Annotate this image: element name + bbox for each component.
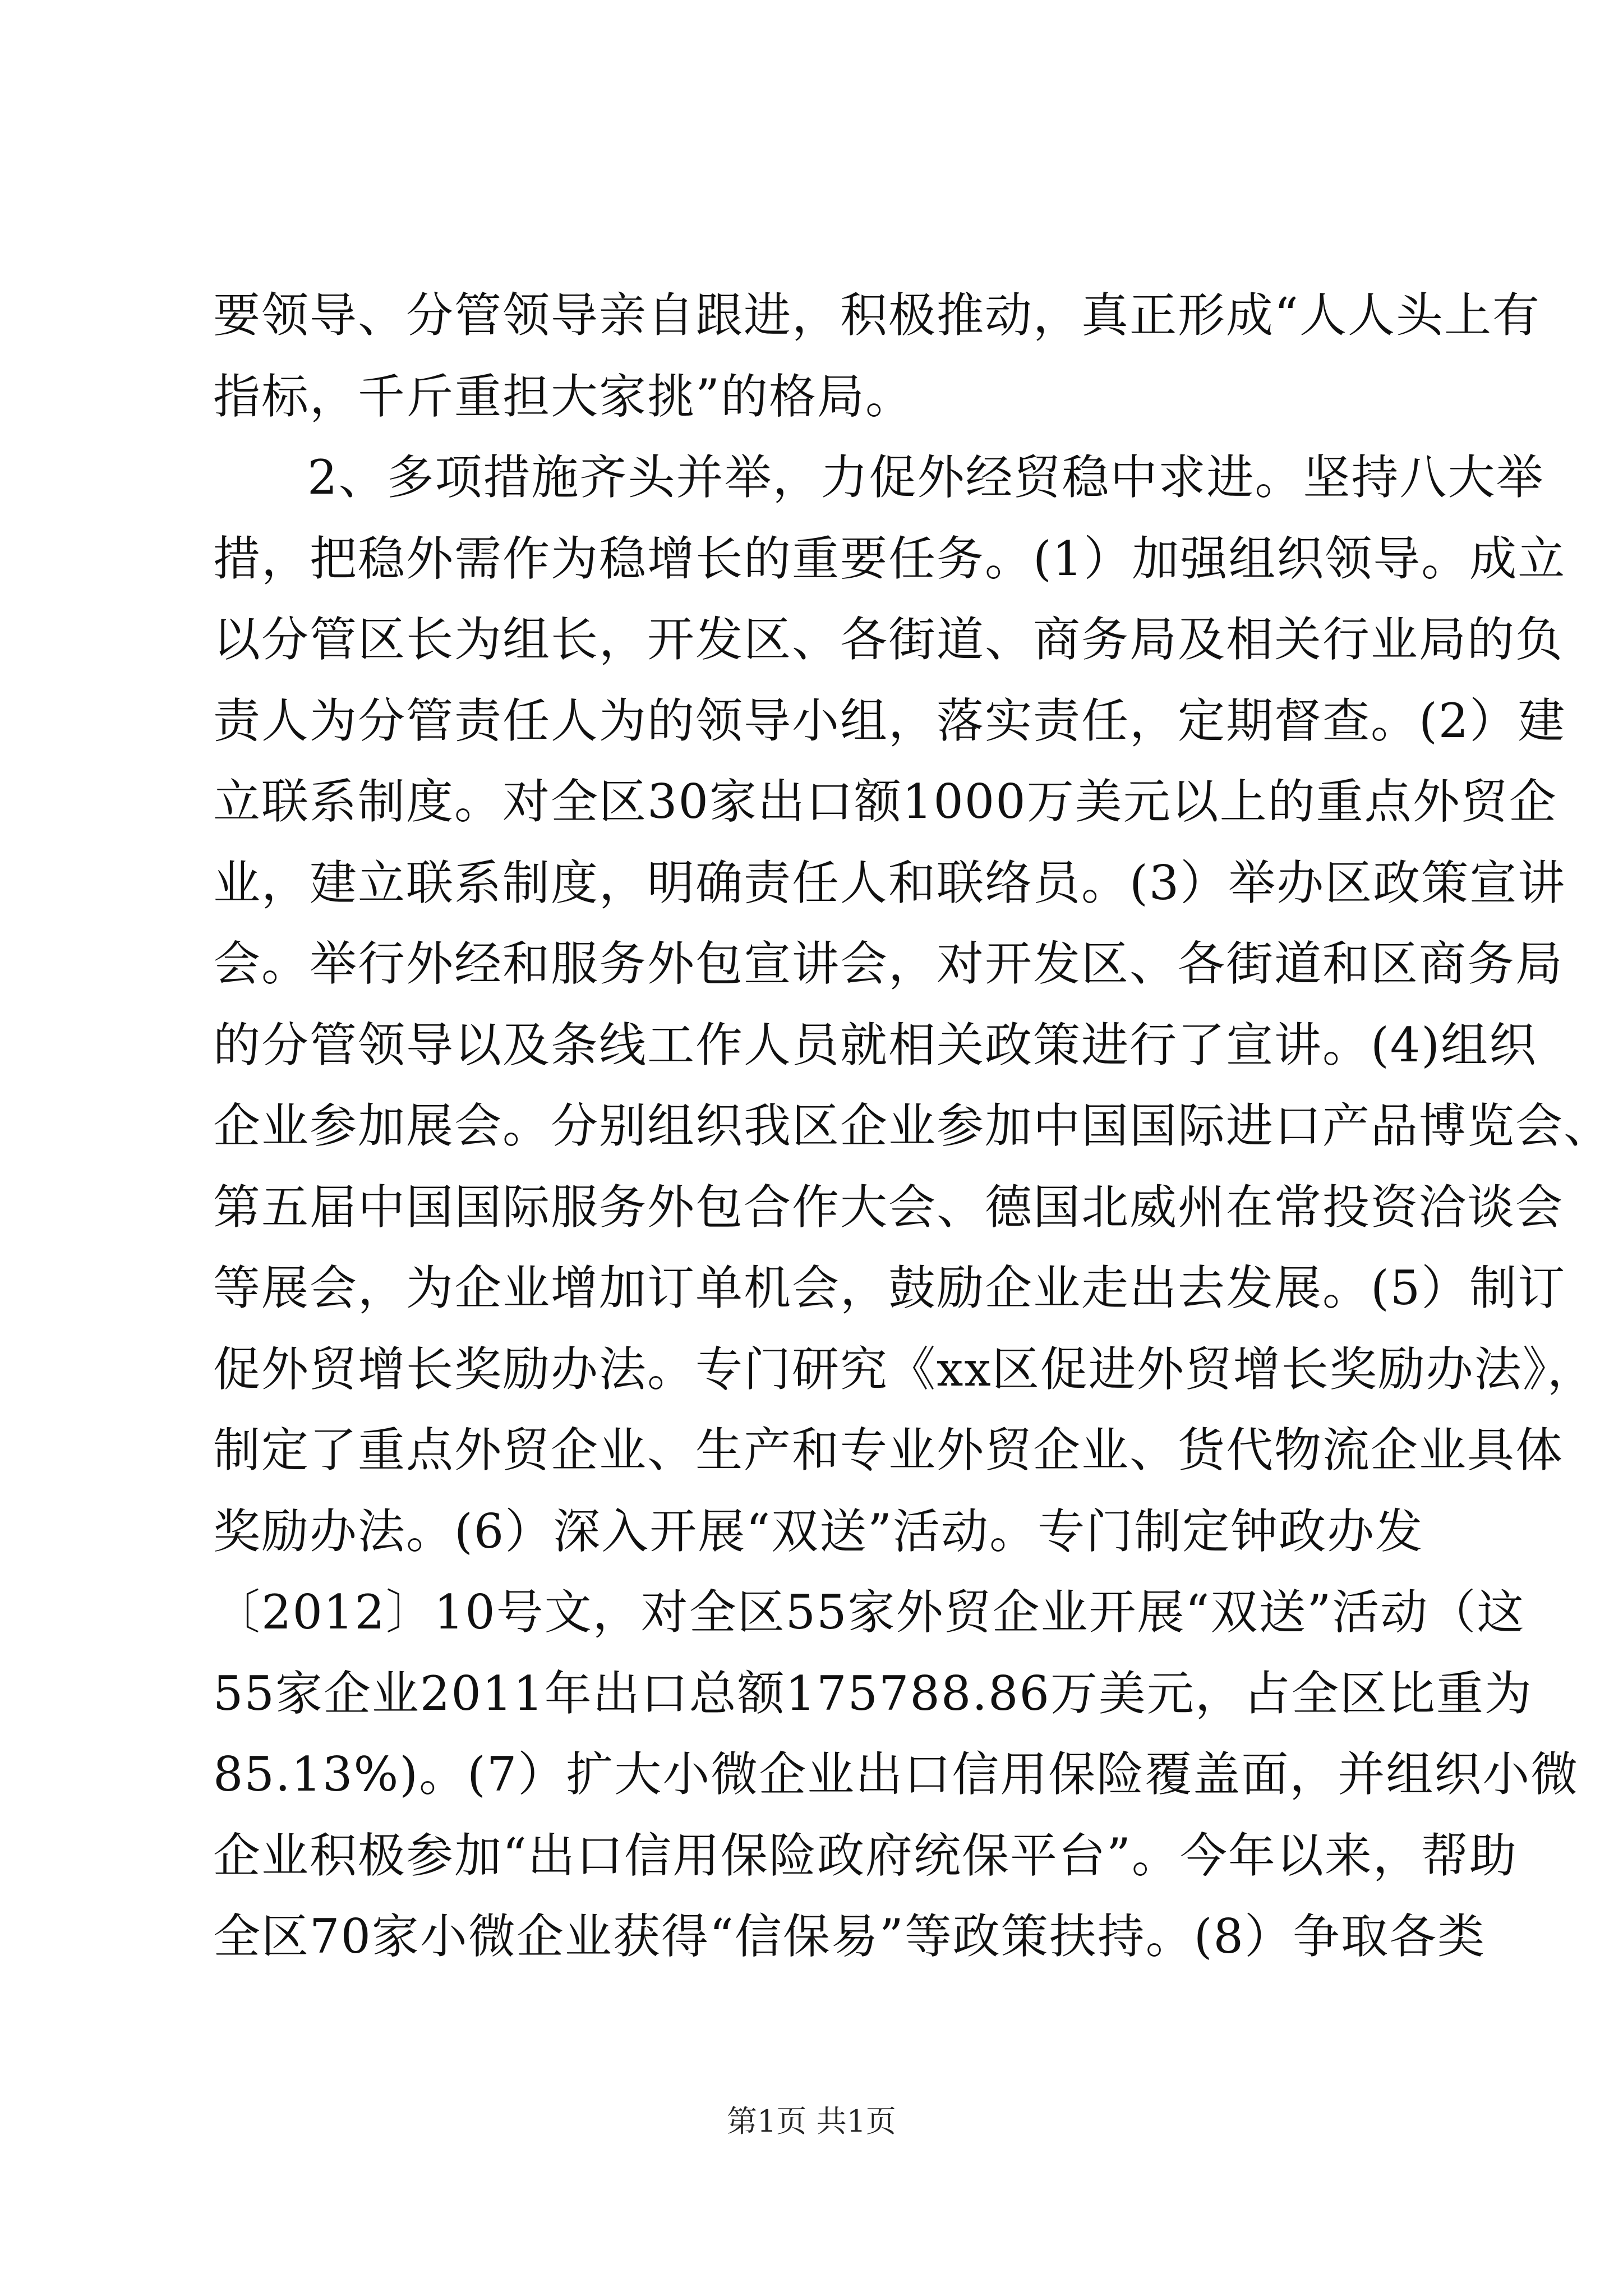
- text-line: 85.13%)。(7）扩大小微企业出口信用保险覆盖面，并组织小微: [213, 1747, 1579, 1802]
- text-line: 促外贸增长奖励办法。专门研究《xx区促进外贸增长奖励办法》，: [213, 1341, 1596, 1397]
- text-line: 要领导、分管领导亲自跟进，积极推动，真正形成“人人头上有: [213, 288, 1541, 343]
- text-line: 责人为分管责任人为的领导小组，落实责任，定期督查。(2）建: [213, 693, 1566, 748]
- text-line: 指标，千斤重担大家挑”的格局。: [213, 369, 914, 424]
- text-line: 等展会，为企业增加订单机会，鼓励企业走出去发展。(5）制订: [213, 1260, 1566, 1315]
- text-line: 55家企业2011年出口总额175788.86万美元，占全区比重为: [213, 1665, 1533, 1721]
- text-line: 会。举行外经和服务外包宣讲会，对开发区、各街道和区商务局: [213, 936, 1564, 991]
- text-line: 措，把稳外需作为稳增长的重要任务。(1）加强组织领导。成立: [213, 531, 1566, 586]
- text-line: 〔2012〕10号文，对全区55家外贸企业开展“双送”活动（这: [213, 1585, 1525, 1640]
- text-line: 全区70家小微企业获得“信保易”等政策扶持。(8）争取各类: [213, 1909, 1486, 1964]
- text-line: 业，建立联系制度，明确责任人和联络员。(3）举办区政策宣讲: [213, 855, 1566, 910]
- text-line: 第五届中国国际服务外包合作大会、德国北威州在常投资洽谈会: [213, 1179, 1564, 1235]
- text-line: 以分管区长为组长，开发区、各街道、商务局及相关行业局的负: [213, 612, 1564, 667]
- text-line: 的分管领导以及条线工作人员就相关政策进行了宣讲。(4)组织: [213, 1017, 1537, 1073]
- text-line: 立联系制度。对全区30家出口额1000万美元以上的重点外贸企: [213, 774, 1557, 829]
- text-line: 奖励办法。(6）深入开展“双送”活动。专门制定钟政办发: [213, 1503, 1424, 1559]
- page-footer: [0, 2099, 1623, 2144]
- text-line: 制定了重点外贸企业、生产和专业外贸企业、货代物流企业具体: [213, 1423, 1564, 1478]
- text-line: 企业积极参加“出口信用保险政府统保平台”。今年以来，帮助: [213, 1828, 1518, 1883]
- text-line: 企业参加展会。分别组织我区企业参加中国国际进口产品博览会、: [213, 1098, 1612, 1153]
- page-number-label: 第1页 共1页: [727, 2104, 896, 2139]
- body-text: [213, 275, 1612, 1977]
- paragraph-start-line: 2、多项措施齐头并举，力促外经贸稳中求进。坚持八大举: [307, 450, 1544, 505]
